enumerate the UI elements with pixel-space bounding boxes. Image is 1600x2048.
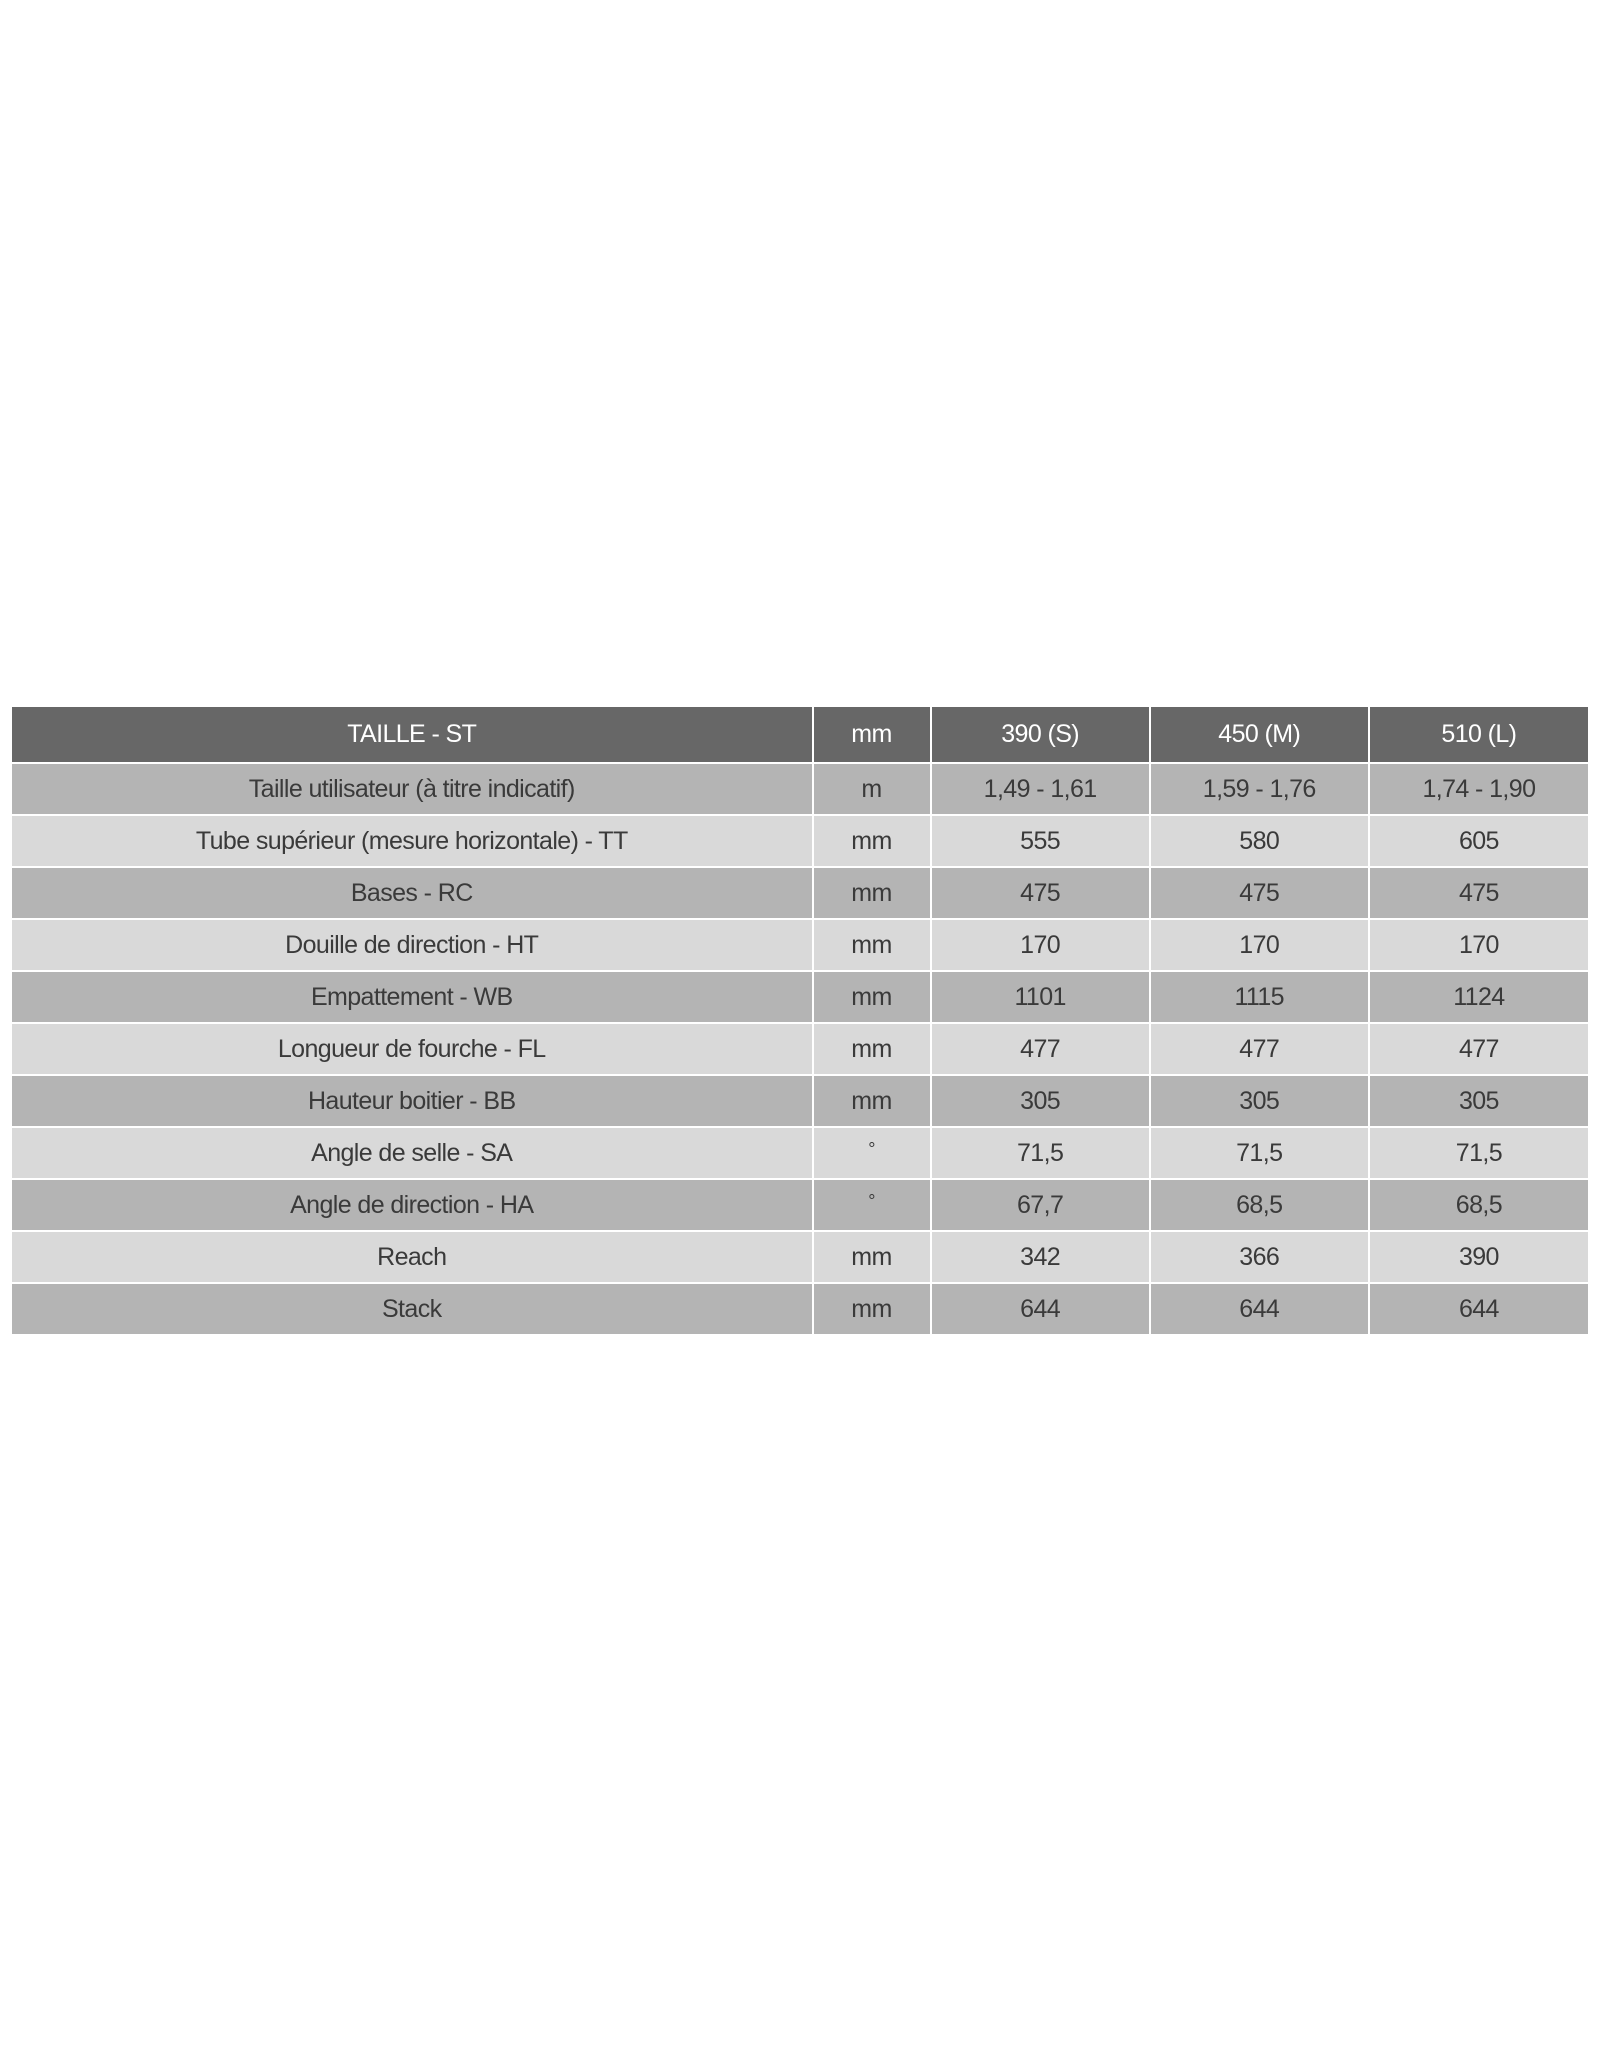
row-unit: mm (813, 1231, 931, 1283)
row-value-l: 305 (1369, 1075, 1588, 1127)
row-label: Empattement - WB (12, 971, 813, 1023)
row-unit: mm (813, 1075, 931, 1127)
table-header (12, 707, 1588, 763)
table-row (12, 867, 1588, 919)
row-value-l: 475 (1369, 867, 1588, 919)
row-value-s: 342 (931, 1231, 1150, 1283)
row-value-s: 67,7 (931, 1179, 1150, 1231)
row-label: Taille utilisateur (à titre indicatif) (12, 763, 813, 815)
row-unit: mm (813, 1023, 931, 1075)
row-unit: mm (813, 971, 931, 1023)
table-body (12, 763, 1588, 1334)
row-unit: m (813, 763, 931, 815)
row-value-s: 170 (931, 919, 1150, 971)
header-cell-size-l: 510 (L) (1369, 707, 1588, 763)
row-value-l: 68,5 (1369, 1179, 1588, 1231)
table-row (12, 1023, 1588, 1075)
row-label: Longueur de fourche - FL (12, 1023, 813, 1075)
row-value-m: 477 (1150, 1023, 1369, 1075)
row-value-m: 644 (1150, 1283, 1369, 1334)
row-label: Bases - RC (12, 867, 813, 919)
degree-unit: ° (868, 1138, 875, 1159)
row-value-s: 644 (931, 1283, 1150, 1334)
header-cell-unit: mm (813, 707, 931, 763)
row-label: Douille de direction - HT (12, 919, 813, 971)
table-row (12, 1283, 1588, 1334)
table-row (12, 971, 1588, 1023)
header-cell-size-s: 390 (S) (931, 707, 1150, 763)
row-value-m: 68,5 (1150, 1179, 1369, 1231)
degree-unit: ° (868, 1190, 875, 1211)
row-label: Reach (12, 1231, 813, 1283)
row-value-m: 305 (1150, 1075, 1369, 1127)
row-value-m: 475 (1150, 867, 1369, 919)
row-unit: mm (813, 815, 931, 867)
row-value-m: 170 (1150, 919, 1369, 971)
table-row (12, 1075, 1588, 1127)
row-value-s: 1,49 - 1,61 (931, 763, 1150, 815)
row-label: Stack (12, 1283, 813, 1334)
row-unit: mm (813, 867, 931, 919)
geometry-table (12, 707, 1588, 1334)
row-label: Angle de selle - SA (12, 1127, 813, 1179)
row-value-l: 170 (1369, 919, 1588, 971)
row-label: Angle de direction - HA (12, 1179, 813, 1231)
row-value-m: 1,59 - 1,76 (1150, 763, 1369, 815)
row-unit: mm (813, 919, 931, 971)
table-row (12, 1231, 1588, 1283)
row-value-s: 71,5 (931, 1127, 1150, 1179)
row-label: Tube supérieur (mesure horizontale) - TT (12, 815, 813, 867)
row-value-l: 390 (1369, 1231, 1588, 1283)
row-value-s: 477 (931, 1023, 1150, 1075)
row-value-m: 1115 (1150, 971, 1369, 1023)
row-unit: mm (813, 1283, 931, 1334)
table-row (12, 919, 1588, 971)
row-value-l: 477 (1369, 1023, 1588, 1075)
row-value-m: 580 (1150, 815, 1369, 867)
row-value-l: 605 (1369, 815, 1588, 867)
row-value-m: 366 (1150, 1231, 1369, 1283)
table-row (12, 1179, 1588, 1231)
table-row (12, 815, 1588, 867)
row-value-m: 71,5 (1150, 1127, 1369, 1179)
row-value-l: 71,5 (1369, 1127, 1588, 1179)
row-label: Hauteur boitier - BB (12, 1075, 813, 1127)
row-value-s: 475 (931, 867, 1150, 919)
row-unit (813, 1179, 931, 1231)
row-value-s: 1101 (931, 971, 1150, 1023)
table-row (12, 1127, 1588, 1179)
header-cell-size-m: 450 (M) (1150, 707, 1369, 763)
row-value-l: 1124 (1369, 971, 1588, 1023)
row-value-l: 1,74 - 1,90 (1369, 763, 1588, 815)
table-row (12, 763, 1588, 815)
row-unit (813, 1127, 931, 1179)
header-row (12, 707, 1588, 763)
header-cell-size-st: TAILLE - ST (12, 707, 813, 763)
row-value-l: 644 (1369, 1283, 1588, 1334)
row-value-s: 305 (931, 1075, 1150, 1127)
row-value-s: 555 (931, 815, 1150, 867)
